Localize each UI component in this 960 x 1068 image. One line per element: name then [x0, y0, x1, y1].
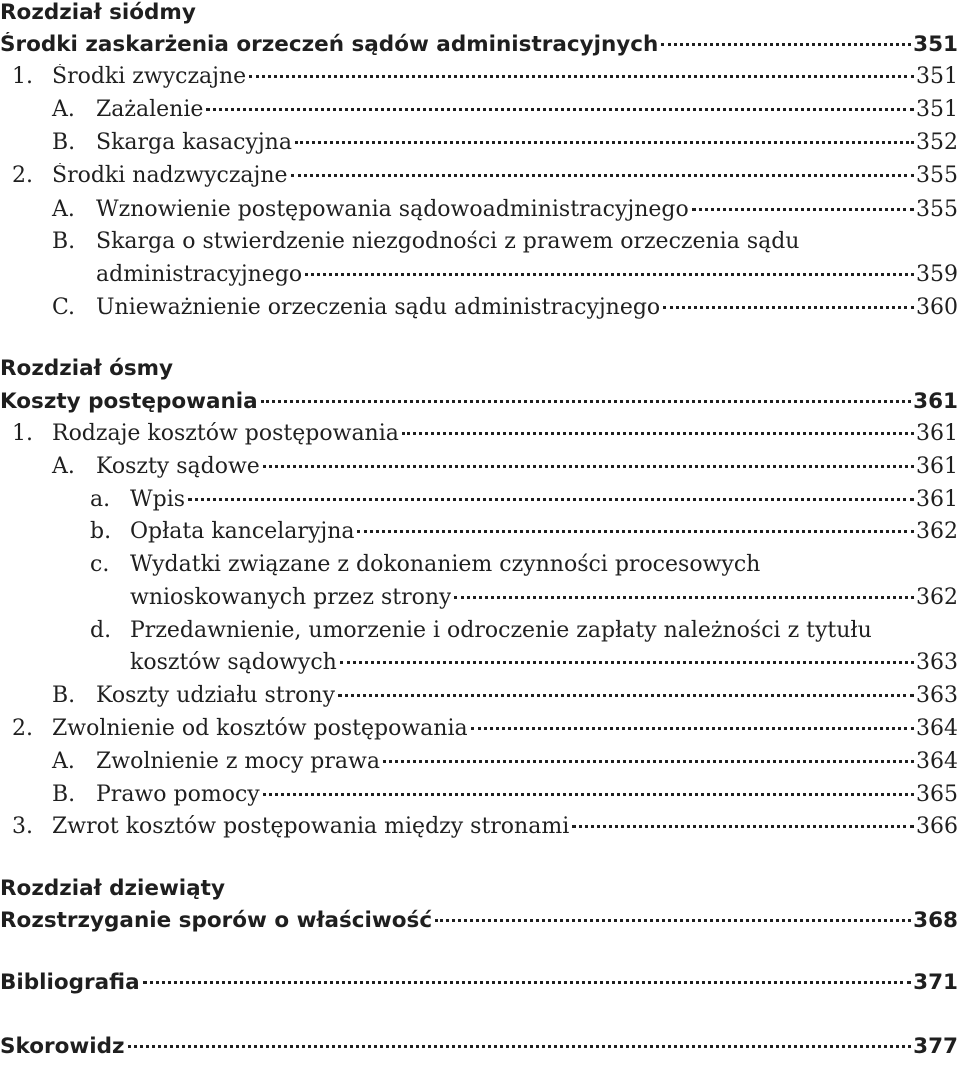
dot-leader — [305, 273, 914, 276]
toc-entry-number: B. — [52, 229, 76, 254]
toc-entry-title: Wydatki związane z dokonaniem czynności procesowych — [130, 552, 761, 577]
chapter-heading — [0, 356, 958, 390]
toc-entry-title: Koszty postępowania — [0, 389, 258, 414]
toc-entry-number: d. — [90, 618, 112, 643]
toc-entry[interactable] — [0, 197, 958, 231]
toc-page-number: 351 — [916, 97, 958, 122]
toc-entry-label-line[interactable] — [0, 552, 958, 586]
dot-leader — [663, 306, 914, 309]
toc-entry[interactable] — [0, 421, 958, 455]
dot-leader — [143, 981, 912, 984]
toc-page-number: 364 — [916, 749, 958, 774]
toc-entry[interactable] — [0, 1034, 958, 1068]
toc-entry-title: Rozstrzyganie sporów o właściwość — [0, 908, 433, 933]
toc-entry-number: 2. — [12, 716, 33, 741]
dot-leader — [295, 141, 914, 144]
toc-entry[interactable] — [0, 32, 958, 66]
toc-entry-number: C. — [52, 295, 76, 320]
toc-entry-number: 2. — [12, 163, 33, 188]
toc-page-number: 377 — [913, 1034, 958, 1059]
toc-entry[interactable] — [0, 389, 958, 423]
chapter-heading-text: Rozdział siódmy — [0, 0, 196, 25]
toc-entry-title: kosztów sądowych — [130, 650, 337, 675]
toc-entry-title: Zwolnienie od kosztów postępowania — [52, 716, 468, 741]
toc-page-number: 361 — [913, 389, 958, 414]
toc-entry[interactable] — [0, 716, 958, 750]
toc-entry-title: Środki zwyczajne — [52, 64, 247, 89]
dot-leader — [263, 793, 914, 796]
toc-page-number: 363 — [916, 683, 958, 708]
toc-entry-title: Rodzaje kosztów postępowania — [52, 421, 399, 446]
toc-entry-title: Zwolnienie z mocy prawa — [96, 749, 380, 774]
dot-leader — [206, 108, 914, 111]
toc-entry-number: 1. — [12, 64, 33, 89]
toc-entry-title: Zwrot kosztów postępowania między stronami — [52, 814, 570, 839]
toc-page-number: 371 — [913, 970, 958, 995]
toc-page-number: 361 — [916, 421, 958, 446]
toc-page-number: 351 — [913, 32, 958, 57]
dot-leader — [692, 208, 914, 211]
toc-page-number: 355 — [916, 197, 958, 222]
toc-entry-title: Skarga o stwierdzenie niezgodności z prawem orzeczenia sądu — [96, 229, 800, 254]
toc-entry-title: wnioskowanych przez strony — [130, 585, 452, 610]
toc-entry[interactable] — [0, 295, 958, 329]
toc-entry-title: administracyjnego — [96, 262, 303, 287]
toc-page-number: 364 — [916, 716, 958, 741]
toc-entry-title: Zażalenie — [96, 97, 204, 122]
dot-leader — [661, 43, 911, 46]
toc-entry[interactable] — [0, 487, 958, 521]
toc-entry-title: Wznowienie postępowania sądowoadministracyjnego — [96, 197, 689, 222]
dot-leader — [572, 825, 914, 828]
toc-entry[interactable] — [0, 970, 958, 1004]
toc-entry[interactable] — [0, 814, 958, 848]
toc-page-number: 361 — [916, 454, 958, 479]
toc-entry-title: Unieważnienie orzeczenia sądu administracyjnego — [96, 295, 661, 320]
toc-entry-number: B. — [52, 782, 76, 807]
toc-entry-number: A. — [52, 749, 75, 774]
toc-entry[interactable] — [0, 454, 958, 488]
dot-leader — [383, 760, 914, 763]
toc-entry-label-line[interactable] — [0, 618, 958, 652]
chapter-heading — [0, 876, 958, 910]
toc-entry-title: Skorowidz — [0, 1034, 125, 1059]
toc-entry-number: 1. — [12, 421, 33, 446]
toc-entry-title: Opłata kancelaryjna — [130, 519, 355, 544]
toc-entry-number: A. — [52, 197, 75, 222]
toc-entry[interactable] — [0, 749, 958, 783]
toc-entry-number: B. — [52, 683, 76, 708]
toc-entry-number: B. — [52, 130, 76, 155]
toc-entry-title: Środki nadzwyczajne — [52, 163, 288, 188]
toc-page-number: 361 — [916, 487, 958, 512]
toc-page-number: 365 — [916, 782, 958, 807]
toc-page-number: 359 — [916, 262, 958, 287]
dot-leader — [263, 465, 914, 468]
toc-entry[interactable] — [0, 163, 958, 197]
chapter-heading-text: Rozdział dziewiąty — [0, 876, 225, 901]
toc-entry-title: Koszty udziału strony — [96, 683, 336, 708]
toc-page-number: 362 — [916, 519, 958, 544]
dot-leader — [291, 174, 914, 177]
dot-leader — [128, 1045, 912, 1048]
chapter-heading — [0, 0, 958, 34]
toc-page-number: 363 — [916, 650, 958, 675]
toc-entry[interactable] — [0, 683, 958, 717]
toc-entry-number: c. — [90, 552, 110, 577]
toc-page-number: 360 — [916, 295, 958, 320]
toc-entry-number: a. — [90, 487, 111, 512]
toc-entry-label-line[interactable] — [0, 229, 958, 263]
toc-entry-title: Środki zaskarżenia orzeczeń sądów administracyjnych — [0, 32, 659, 57]
toc-entry-number: A. — [52, 454, 75, 479]
chapter-heading-text: Rozdział ósmy — [0, 356, 174, 381]
toc-entry[interactable] — [0, 782, 958, 816]
dot-leader — [338, 694, 914, 697]
toc-page-number: 368 — [913, 908, 958, 933]
toc-entry-title: Koszty sądowe — [96, 454, 260, 479]
toc-page-number: 355 — [916, 163, 958, 188]
toc-page-number: 351 — [916, 64, 958, 89]
dot-leader — [340, 661, 914, 664]
toc-entry-title: Prawo pomocy — [96, 782, 260, 807]
toc-entry-title: Wpis — [130, 487, 186, 512]
dot-leader — [435, 919, 911, 922]
toc-page-number: 362 — [916, 585, 958, 610]
toc-page-number: 352 — [916, 130, 958, 155]
toc-entry[interactable] — [0, 585, 958, 619]
toc-entry[interactable] — [0, 97, 958, 131]
dot-leader — [402, 432, 914, 435]
toc-entry[interactable] — [0, 650, 958, 684]
toc-entry[interactable] — [0, 519, 958, 553]
toc-entry[interactable] — [0, 130, 958, 164]
toc-entry-number: 3. — [12, 814, 33, 839]
dot-leader — [249, 75, 914, 78]
dot-leader — [357, 530, 914, 533]
toc-entry-title: Skarga kasacyjna — [96, 130, 292, 155]
toc-entry[interactable] — [0, 64, 958, 98]
dot-leader — [188, 498, 914, 501]
toc-entry[interactable] — [0, 908, 958, 942]
toc-entry-title: Bibliografia — [0, 970, 140, 995]
toc-entry-title: Przedawnienie, umorzenie i odroczenie zapłaty należności z tytułu — [130, 618, 872, 643]
toc-page-number: 366 — [916, 814, 958, 839]
dot-leader — [471, 727, 914, 730]
toc-entry[interactable] — [0, 262, 958, 296]
dot-leader — [261, 400, 911, 403]
toc-entry-number: A. — [52, 97, 75, 122]
toc-entry-number: b. — [90, 519, 112, 544]
dot-leader — [454, 596, 914, 599]
